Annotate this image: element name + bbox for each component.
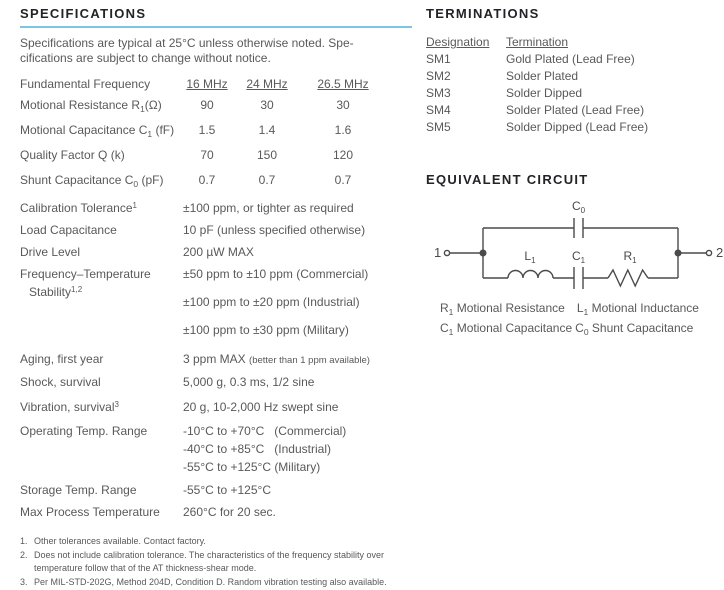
footnote-text: Other tolerances available. Contact factory. — [34, 536, 206, 546]
right-column — [426, 6, 722, 340]
l1-inductor — [508, 271, 553, 279]
row-label: Quality Factor Q (k) — [20, 148, 125, 162]
termination-row-sm5 — [426, 120, 722, 134]
freq-col-header-24mhz: 24 MHz — [246, 77, 288, 91]
row-label: Load Capacitance — [20, 223, 117, 237]
legend-line-2 — [440, 320, 722, 340]
spec-row-storage-temp — [20, 483, 412, 498]
row-label: Max Process Temperature — [20, 505, 160, 519]
accent-rule — [20, 26, 412, 28]
spec-row-shock — [20, 375, 412, 390]
termination-cell: Solder Dipped (Lead Free) — [506, 120, 649, 134]
row-label: Motional Resistance $R_1(\Omega)$ — [20, 98, 162, 114]
footnotes — [20, 535, 412, 589]
row-value: -10°C to +70°C (Commercial) -40°C to +85°C (Industrial) -55°C to +125°C (Military) — [183, 424, 347, 474]
cell-value: 90 — [200, 98, 214, 112]
terminal-1-node — [444, 250, 449, 255]
spec-row-motional-resistance — [20, 98, 412, 117]
footnote-1 — [20, 535, 412, 548]
terminations-header-row — [426, 35, 722, 49]
cell-value: 0.7 — [334, 173, 352, 187]
spec-row-quality-factor — [20, 148, 412, 167]
row-value: 5,000 g, 0.3 ms, 1/2 sine — [183, 375, 315, 389]
cell-value: 30 — [260, 98, 274, 112]
row-value: 260°C for 20 sec. — [183, 505, 276, 519]
legend-l1: $L_1$ Motional Inductance — [576, 301, 699, 317]
footnote-3 — [20, 576, 412, 589]
c1-capacitor — [574, 267, 583, 289]
legend-c1: $C_1$ Motional Capacitance — [440, 321, 573, 337]
cell-value: 1.6 — [334, 123, 352, 137]
terminations-title: TERMINATIONS — [426, 6, 540, 21]
row-value: 200 µW MAX — [183, 245, 254, 259]
cell-value: 1.4 — [258, 123, 276, 137]
col-header-designation: Designation — [426, 35, 490, 49]
footnote-text: Does not include calibration tolerance. The characteristics of the frequency stability over temperature follow that of the AT thickness-shear mode. — [34, 550, 385, 573]
legend-line-1 — [440, 300, 722, 320]
row-label: Drive Level — [20, 245, 81, 259]
spec-row-drive-level — [20, 245, 412, 260]
row-value: 10 pF (unless specified otherwise) — [183, 223, 366, 237]
spec-row-operating-temp — [20, 422, 412, 476]
legend-r1: $R_1$ Motional Resistance — [440, 301, 565, 317]
r1-label: $R_1$ — [623, 249, 637, 265]
cell-value: 1.5 — [198, 123, 216, 137]
designation-cell: SM2 — [426, 69, 451, 83]
freq-col-header-16mhz: 16 MHz — [186, 77, 228, 91]
row-value: -55°C to +125°C — [183, 483, 271, 497]
equivalent-circuit-section — [426, 172, 722, 340]
spec-row-motional-capacitance — [20, 123, 412, 142]
cell-value: 0.7 — [198, 173, 216, 187]
spec-intro-line1: Specifications are typical at 25°C unless otherwise noted. Spe- — [20, 36, 354, 50]
terminal-1-label: 1 — [434, 245, 442, 260]
row-label: Motional Capacitance $C_1$ (fF) — [20, 123, 175, 139]
row-label: Shock, survival — [20, 375, 101, 389]
row-value: 20 g, 10-2,000 Hz swept sine — [183, 400, 339, 414]
row-label: Operating Temp. Range — [20, 424, 148, 438]
freq-col-header-26mhz: 26.5 MHz — [317, 77, 369, 91]
row-label: Aging, first year — [20, 352, 104, 366]
cell-value: 120 — [332, 148, 354, 162]
row-label: Calibration Tolerance$^1$ — [20, 201, 137, 215]
spec-intro — [20, 36, 412, 66]
spec-row-vibration — [20, 397, 412, 415]
row-label: Shunt Capacitance $C_0$ (pF) — [20, 173, 164, 189]
l1-label: $L_1$ — [524, 249, 536, 265]
footnote-number: 3. — [20, 577, 28, 587]
c0-capacitor — [574, 218, 583, 238]
col-header-termination: Termination — [506, 35, 569, 49]
legend-c0: $C_0$ Shunt Capacitance — [575, 321, 694, 337]
cell-value: 150 — [256, 148, 278, 162]
r1-resistor — [608, 270, 648, 286]
cell-value: 30 — [336, 98, 350, 112]
equivalent-circuit-title: EQUIVALENT CIRCUIT — [426, 172, 589, 187]
c0-label: $C_0$ — [571, 199, 586, 215]
spec-row-freq-temp-stability — [20, 267, 412, 345]
terminations-table — [426, 35, 722, 134]
termination-cell: Gold Plated (Lead Free) — [506, 52, 635, 66]
termination-row-sm1 — [426, 52, 722, 66]
c1-label: $C_1$ — [571, 249, 586, 265]
spec-row-calibration-tolerance — [20, 198, 412, 216]
spec-row-max-process-temp — [20, 505, 412, 520]
footnote-number: 2. — [20, 550, 28, 560]
freq-table-label: Fundamental Frequency — [20, 77, 151, 91]
row-label: Storage Temp. Range — [20, 483, 137, 497]
footnote-text: Per MIL-STD-202G, Method 204D, Condition D. Random vibration testing also available. — [34, 577, 387, 587]
spec-intro-line2: cifications are subject to change without notice. — [20, 51, 271, 65]
spec-row-aging — [20, 352, 412, 368]
termination-cell: Solder Dipped — [506, 86, 583, 100]
termination-row-sm2 — [426, 69, 722, 83]
designation-cell: SM5 — [426, 120, 451, 134]
designation-cell: SM3 — [426, 86, 451, 100]
termination-cell: Solder Plated (Lead Free) — [506, 103, 645, 117]
designation-cell: SM4 — [426, 103, 451, 117]
cell-value: 70 — [200, 148, 214, 162]
row-value: 3 ppm MAX (better than 1 ppm available) — [183, 352, 370, 366]
specifications-section — [20, 6, 412, 590]
termination-row-sm3 — [426, 86, 722, 100]
row-value: ±100 ppm, or tighter as required — [183, 201, 354, 215]
left-junction-dot — [480, 250, 486, 256]
footnote-number: 1. — [20, 536, 28, 546]
terminal-2-node — [706, 250, 711, 255]
spec-row-load-capacitance — [20, 223, 412, 238]
circuit-legend — [426, 300, 722, 340]
row-label: Vibration, survival$^3$ — [20, 400, 119, 414]
row-label: Frequency–Temperature Stability$^{1,2}$ — [20, 267, 151, 299]
freq-table-header-row — [20, 77, 412, 92]
designation-cell: SM1 — [426, 52, 451, 66]
specifications-title: SPECIFICATIONS — [20, 6, 147, 21]
terminal-2-label: 2 — [716, 245, 724, 260]
row-value: ±50 ppm to ±10 ppm (Commercial) ±100 ppm to ±20 ppm (Industrial) ±100 ppm to ±30 ppm (Military) — [183, 267, 369, 337]
equivalent-circuit-diagram — [426, 196, 724, 298]
cell-value: 0.7 — [258, 173, 276, 187]
termination-row-sm4 — [426, 103, 722, 117]
termination-cell: Solder Plated — [506, 69, 579, 83]
spec-row-shunt-capacitance — [20, 173, 412, 192]
